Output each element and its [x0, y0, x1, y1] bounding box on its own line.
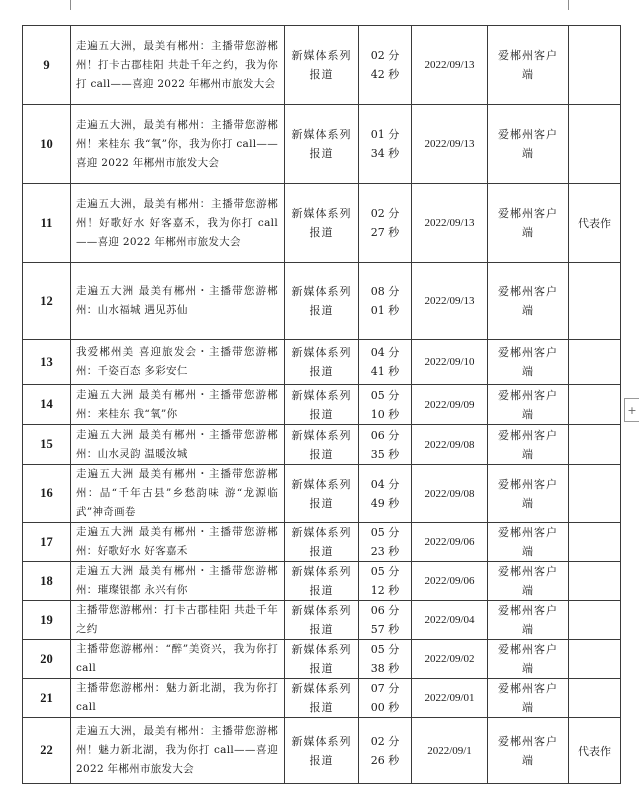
row-number: 22: [23, 718, 71, 784]
publish-platform: 爱郴州客户端: [488, 523, 569, 562]
work-title: 我爱郴州美 喜迎旅发会・主播带您游郴州：千姿百态 多彩安仁: [71, 340, 285, 385]
work-remark: [569, 523, 621, 562]
publish-platform: 爱郴州客户端: [488, 465, 569, 523]
work-category: 新媒体系列报道: [285, 263, 359, 340]
work-title: 走遍五大洲 最美有郴州・主播带您游郴州：璀璨银都 永兴有你: [71, 562, 285, 601]
work-duration: 05 分 10 秒: [359, 385, 412, 425]
work-title: 走遍五大洲，最美有郴州：主播带您游郴州！好歌好水 好客嘉禾，我为你打 call——喜迎 2022 年郴州市旅发大会: [71, 184, 285, 263]
table-row: [23, 640, 621, 679]
publish-date: 2022/09/10: [412, 340, 488, 385]
work-category: 新媒体系列报道: [285, 340, 359, 385]
row-number: 19: [23, 601, 71, 640]
work-duration: 06 分 57 秒: [359, 601, 412, 640]
work-title: 走遍五大洲 最美有郴州・主播带您游郴州：好歌好水 好客嘉禾: [71, 523, 285, 562]
work-remark: [569, 105, 621, 184]
work-remark: 代表作: [569, 718, 621, 784]
publish-platform: 爱郴州客户端: [488, 601, 569, 640]
row-number: 10: [23, 105, 71, 184]
work-category: 新媒体系列报道: [285, 523, 359, 562]
table-row: [23, 523, 621, 562]
publish-platform: 爱郴州客户端: [488, 385, 569, 425]
work-remark: [569, 601, 621, 640]
work-remark: [569, 640, 621, 679]
work-title: 走遍五大洲，最美有郴州：主播带您游郴州！打卡古郡桂阳 共赴千年之约，我为你打 call——喜迎 2022 年郴州市旅发大会: [71, 26, 285, 105]
work-category: 新媒体系列报道: [285, 425, 359, 465]
work-title: 主播带您游郴州：魅力新北湖，我为你打 call: [71, 679, 285, 718]
row-number: 15: [23, 425, 71, 465]
table-row: [23, 263, 621, 340]
table-row: [23, 385, 621, 425]
publish-platform: 爱郴州客户端: [488, 562, 569, 601]
row-number: 12: [23, 263, 71, 340]
works-table: [22, 25, 621, 784]
work-title: 走遍五大洲 最美有郴州・主播带您游郴州：来桂东 我“氧”你: [71, 385, 285, 425]
work-title: 主播带您游郴州：“醉”美资兴，我为你打 call: [71, 640, 285, 679]
work-category: 新媒体系列报道: [285, 601, 359, 640]
work-duration: 04 分 49 秒: [359, 465, 412, 523]
publish-platform: 爱郴州客户端: [488, 263, 569, 340]
work-duration: 05 分 38 秒: [359, 640, 412, 679]
publish-date: 2022/09/13: [412, 184, 488, 263]
work-duration: 02 分 26 秒: [359, 718, 412, 784]
work-title: 走遍五大洲 最美有郴州・主播带您游郴州：山水福城 遇见苏仙: [71, 263, 285, 340]
publish-date: 2022/09/1: [412, 718, 488, 784]
publish-date: 2022/09/06: [412, 523, 488, 562]
publish-date: 2022/09/01: [412, 679, 488, 718]
work-category: 新媒体系列报道: [285, 718, 359, 784]
table-row: [23, 26, 621, 105]
publish-platform: 爱郴州客户端: [488, 26, 569, 105]
publish-date: 2022/09/13: [412, 26, 488, 105]
add-row-plus-icon[interactable]: +: [624, 398, 639, 422]
work-category: 新媒体系列报道: [285, 679, 359, 718]
table-row: [23, 184, 621, 263]
table-row: [23, 465, 621, 523]
publish-date: 2022/09/08: [412, 425, 488, 465]
page-margin-mark-left: [70, 0, 71, 10]
row-number: 14: [23, 385, 71, 425]
work-duration: 02 分 42 秒: [359, 26, 412, 105]
work-category: 新媒体系列报道: [285, 26, 359, 105]
work-duration: 05 分 12 秒: [359, 562, 412, 601]
work-remark: [569, 340, 621, 385]
row-number: 21: [23, 679, 71, 718]
row-number: 16: [23, 465, 71, 523]
table-row: [23, 340, 621, 385]
work-category: 新媒体系列报道: [285, 562, 359, 601]
work-title: 走遍五大洲 最美有郴州・主播带您游郴州：品“千年古县”乡愁韵味 游“龙源临武”神奇画卷: [71, 465, 285, 523]
work-duration: 07 分 00 秒: [359, 679, 412, 718]
row-number: 18: [23, 562, 71, 601]
work-remark: [569, 562, 621, 601]
works-table-body: [23, 26, 621, 784]
work-remark: 代表作: [569, 184, 621, 263]
table-row: [23, 679, 621, 718]
page-margin-mark-right: [568, 0, 569, 10]
publish-platform: 爱郴州客户端: [488, 184, 569, 263]
publish-date: 2022/09/13: [412, 263, 488, 340]
work-duration: 04 分 41 秒: [359, 340, 412, 385]
work-remark: [569, 425, 621, 465]
row-number: 20: [23, 640, 71, 679]
publish-platform: 爱郴州客户端: [488, 425, 569, 465]
work-title: 走遍五大洲 最美有郴州・主播带您游郴州：山水灵韵 温暖汝城: [71, 425, 285, 465]
publish-date: 2022/09/04: [412, 601, 488, 640]
row-number: 9: [23, 26, 71, 105]
publish-date: 2022/09/06: [412, 562, 488, 601]
work-remark: [569, 679, 621, 718]
work-remark: [569, 465, 621, 523]
table-row: [23, 425, 621, 465]
publish-date: 2022/09/02: [412, 640, 488, 679]
publish-platform: 爱郴州客户端: [488, 105, 569, 184]
work-duration: 01 分 34 秒: [359, 105, 412, 184]
publish-platform: 爱郴州客户端: [488, 340, 569, 385]
row-number: 13: [23, 340, 71, 385]
table-row: [23, 601, 621, 640]
work-category: 新媒体系列报道: [285, 640, 359, 679]
table-row: [23, 562, 621, 601]
work-category: 新媒体系列报道: [285, 385, 359, 425]
work-duration: 05 分 23 秒: [359, 523, 412, 562]
publish-platform: 爱郴州客户端: [488, 679, 569, 718]
table-row: [23, 105, 621, 184]
work-remark: [569, 26, 621, 105]
work-duration: 06 分 35 秒: [359, 425, 412, 465]
work-remark: [569, 385, 621, 425]
publish-platform: 爱郴州客户端: [488, 718, 569, 784]
publish-date: 2022/09/13: [412, 105, 488, 184]
work-category: 新媒体系列报道: [285, 465, 359, 523]
publish-date: 2022/09/09: [412, 385, 488, 425]
table-row: [23, 718, 621, 784]
publish-platform: 爱郴州客户端: [488, 640, 569, 679]
work-remark: [569, 263, 621, 340]
work-title: 主播带您游郴州：打卡古郡桂阳 共赴千年之约: [71, 601, 285, 640]
row-number: 11: [23, 184, 71, 263]
work-title: 走遍五大洲，最美有郴州：主播带您游郴州！来桂东 我“氧”你，我为你打 call——喜迎 2022 年郴州市旅发大会: [71, 105, 285, 184]
work-duration: 08 分 01 秒: [359, 263, 412, 340]
publish-date: 2022/09/08: [412, 465, 488, 523]
row-number: 17: [23, 523, 71, 562]
work-title: 走遍五大洲，最美有郴州：主播带您游郴州！魅力新北湖，我为你打 call——喜迎 2022 年郴州市旅发大会: [71, 718, 285, 784]
work-category: 新媒体系列报道: [285, 105, 359, 184]
work-category: 新媒体系列报道: [285, 184, 359, 263]
work-duration: 02 分 27 秒: [359, 184, 412, 263]
